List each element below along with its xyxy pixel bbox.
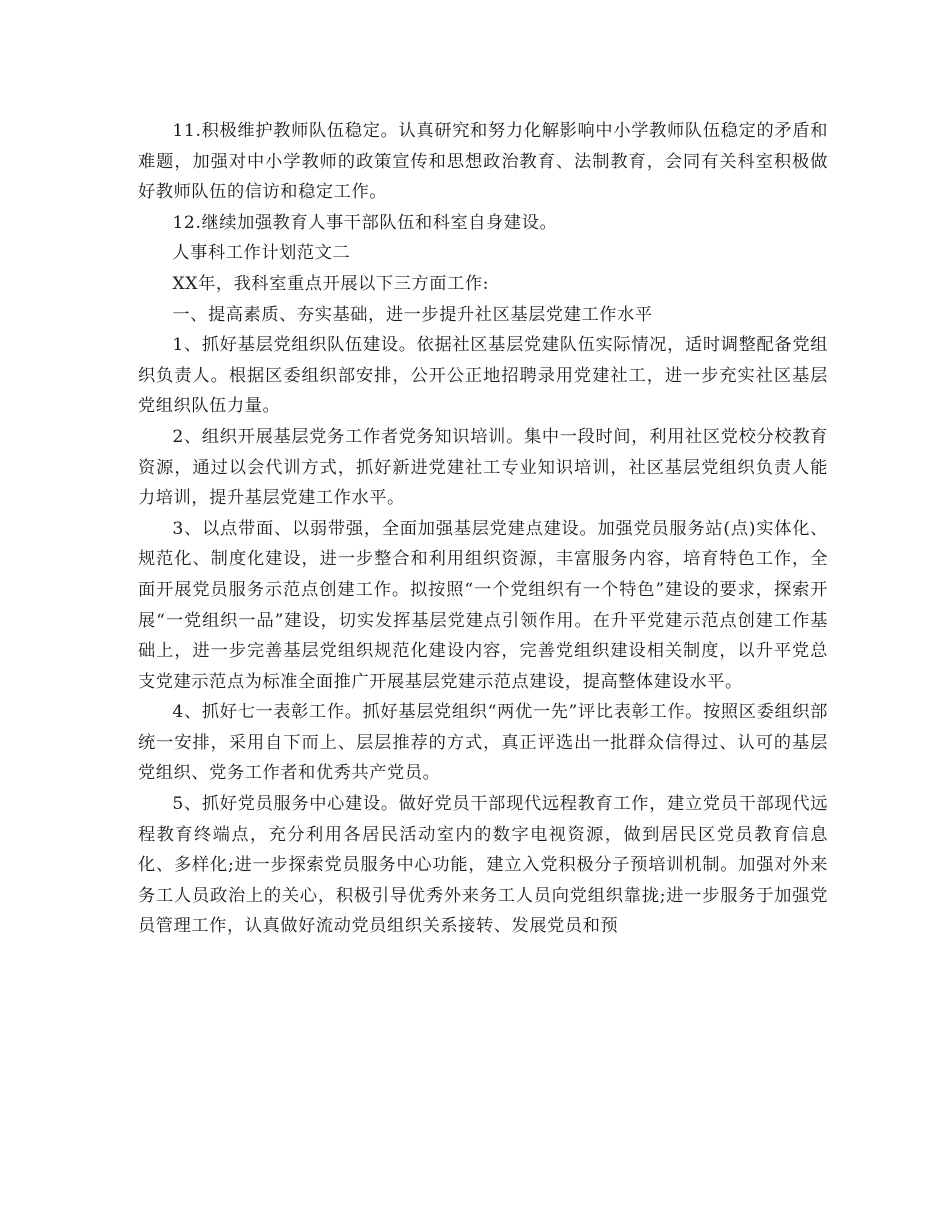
- paragraph-item-2: 2、组织开展基层党务工作者党务知识培训。集中一段时间，利用社区党校分校教育资源，通过以会代训方式，抓好新进党建社工专业知识培训，社区基层党组织负责人能力培训，提升基层党建工作水平。: [138, 426, 828, 509]
- document-body: [138, 116, 828, 942]
- paragraph-item-1: 1、抓好基层党组织队伍建设。依据社区基层党建队伍实际情况，适时调整配备党组织负责人。根据区委组织部安排，公开公正地招聘录用党建社工，进一步充实社区基层党组织队伍力量。: [138, 335, 828, 417]
- paragraph-item-4: 4、抓好七一表彰工作。抓好基层党组织“两优一先”评比表彰工作。按照区委组织部统一安排，采用自下而上、层层推荐的方式，真正评选出一批群众信得过、认可的基层党组织、党务工作者和优秀共产党员。: [138, 702, 828, 784]
- paragraph-item-11: 11.积极维护教师队伍稳定。认真研究和努力化解影响中小学教师队伍稳定的矛盾和难题，加强对中小学教师的政策宣传和思想政治教育、法制教育，会同有关科室积极做好教师队伍的信访和稳定工作。: [138, 121, 828, 203]
- subsection-heading: 一、提高素质、夯实基础，进一步提升社区基层党建工作水平: [172, 304, 653, 325]
- paragraph-item-3: 3、以点带面、以弱带强，全面加强基层党建点建设。加强党员服务站(点)实体化、规范化、制度化建设，进一步整合和利用组织资源，丰富服务内容，培育特色工作，全面开展党员服务示范点创建工作。拟按照“一个党组织有一个特色”建设的要求，探索开展“一党组织一品”建设，切实发挥基层党建点引领作用。在升平党建示范点创建工作基础上，进一步完善基层党组织规范化建设内容，完善党组织建设相关制度，以升平党总支党建示范点为标准全面推广开展基层党建示范点建设，提高整体建设水平。: [138, 518, 828, 692]
- intro-paragraph: XX年，我科室重点开展以下三方面工作:: [172, 273, 490, 294]
- paragraph-item-5: 5、抓好党员服务中心建设。做好党员干部现代远程教育工作，建立党员干部现代远程教育终端点，充分利用各居民活动室内的数字电视资源，做到居民区党员教育信息化、多样化;进一步探索党员服务中心功能，建立入党积极分子预培训机制。加强对外来务工人员政治上的关心，积极引导优秀外来务工人员向党组织靠拢;进一步服务于加强党员管理工作，认真做好流动党员组织关系接转、发展党员和预: [138, 794, 828, 937]
- section-heading: 人事科工作计划范文二: [172, 243, 351, 264]
- paragraph-item-12: 12.继续加强教育人事干部队伍和科室自身建设。: [172, 212, 558, 233]
